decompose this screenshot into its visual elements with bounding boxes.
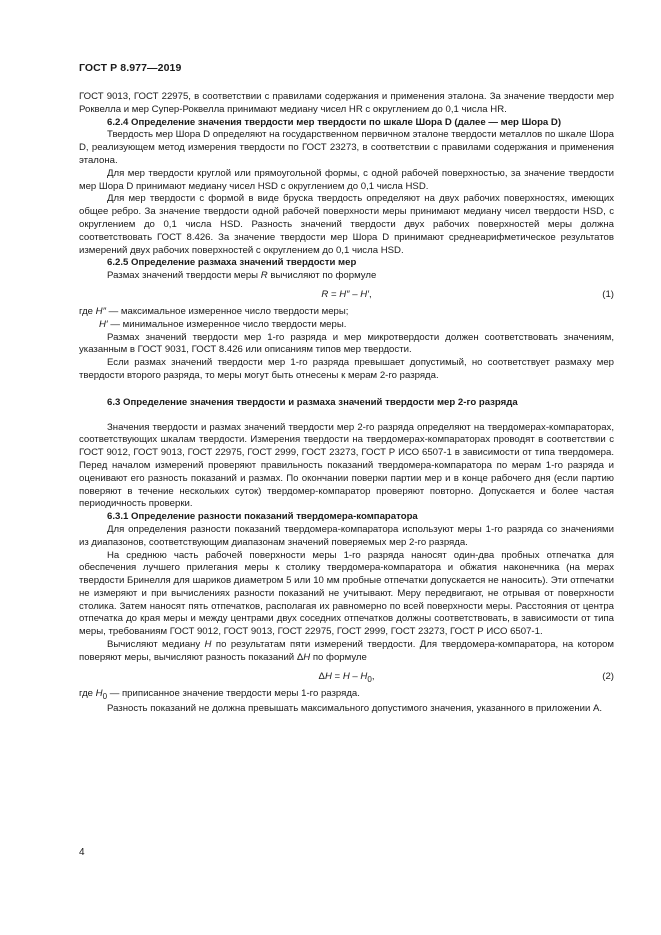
paragraph: Размах значений твердости мер 1-го разряда и мер микротвердости должен соответствовать значениям, указанным в ГОСТ 9031, ГОСТ 8.426 или описаниям типов мер твердости. [79, 331, 614, 356]
paragraph: Твердость мер Шора D определяют на государственном первичном эталоне твердости металлов по шкале Шора D, реализующем метод измерения твердости по ГОСТ 23273, в соответствии с правилами содержания и применения эталона. [79, 129, 614, 166]
paragraph: На среднюю часть рабочей поверхности меры 1-го разряда наносят один-два пробных отпечатка для обеспечения лучшего прилегания меры к столику твердомера-компаратора и обжатия наконечника (на мерах твердости Бринелля для шариков диаметром 5 или 10 мм пробные отпечатки допускается не наносить). Эти отпечатки не измеряют и при вычислениях разности показаний не учитывают. Меру передвигают, не отрывая от поверхности столика. Затем наносят пять отпечатков, располагая их равномерно по всей поверхности меры. Расстояния от центра отпечатка до края меры и между центрами двух соседних отпечатков должны соответствовать, в зависимости от типа меры, требованиям ГОСТ 9012, ГОСТ 9013, ГОСТ 22975, ГОСТ 2999, ГОСТ 23273, ГОСТ Р ИСО 6507-1. [79, 549, 614, 638]
heading-6-2-4: 6.2.4 Определение значения твердости мер твердости по шкале Шора D (далее — мер Шора D) [107, 116, 562, 128]
formula-number: (1) [602, 288, 614, 300]
formula-expression: R = H″ – H′, [321, 288, 372, 300]
heading-6-3: 6.3 Определение значения твердости и размаха значений твердости мер 2-го разряда [107, 396, 518, 408]
where-clause: H′ — минимальное измеренное число твердости меры. [99, 318, 347, 330]
paragraph: Разность показаний не должна превышать максимального допустимого значения, указанного в приложении А. [107, 703, 603, 715]
paragraph: Вычисляют медиану H по результатам пяти измерений твердости. Для твердомера-компаратора, на котором поверяют меры, вычисляют разность показаний ΔH по формуле [79, 639, 614, 663]
where-clause: где $H_0$ — приписанное значение твердости меры 1-го разряда. [79, 687, 360, 701]
formula-expression: $\Delta H = H - H_0$, [318, 670, 375, 684]
continued-paragraph: ГОСТ 9013, ГОСТ 22975, в соответствии с правилами содержания и применения эталона. За значение твердости мер Роквелла и мер Супер-Роквелла принимают медиану чисел HR с округлением до 0,1 числа HR. [79, 91, 614, 115]
paragraph: Значения твердости и размах значений твердости мер 2-го разряда определяют на твердомерах-компараторах, соответствующих шкалам твердости. Измерения твердости на твердомерах-компараторах проводят в соответствии с ГОСТ 9012, ГОСТ 9013, ГОСТ 22975, ГОСТ 2999, ГОСТ 23273, ГОСТ Р ИСО 6507-1 в зависимости от типа твердомера. Перед началом измерений проверяют правильность показаний твердомера-компаратора по мерам 1-го разряда и оценивают его разность показаний и размах. По окончании поверки партии мер и в конце рабочего дня (если партию поверяют в течение нескольких суток) твердомер-компаратор проверяют повторно. Допускается и более частая периодичность проверки. [79, 421, 614, 510]
paragraph: Для определения разности показаний твердомера-компаратора используют меры 1-го разряда со значениями из диапазонов, соответствующим диапазонам значений поверяемых мер 2-го разряда. [79, 523, 614, 548]
formula-2 [79, 669, 614, 686]
document-header: ГОСТ Р 8.977—2019 [79, 62, 182, 74]
heading-6-3-1: 6.3.1 Определение разности показаний твердомера-компаратора [107, 511, 418, 523]
paragraph: Если размах значений твердости мер 1-го разряда превышает допустимый, но соответствует размаху мер твердости второго разряда, то меры могут быть отнесены к мерам 2-го разряда. [79, 357, 614, 381]
paragraph: Размах значений твердости меры R вычисляют по формуле [107, 270, 377, 282]
formula-number: (2) [602, 670, 614, 682]
where-clause: где H″ — максимальное измеренное число твердости меры; [79, 305, 349, 317]
paragraph: Для мер твердости с формой в виде бруска твердость определяют на двух рабочих поверхностях, имеющих общее ребро. За значение твердости одной рабочей поверхности меры принимают медиану чисел твердости HSD, с округлением до 0,1 числа HSD. Разность значений твердости двух рабочих поверхностей меры должна соответствовать ГОСТ 8.426. За значение твердости мер Шора D принимают среднеарифметическое результатов измерений двух рабочих поверхностей с округлением до 0,1 числа HSD. [79, 193, 614, 256]
paragraph: Для мер твердости круглой или прямоугольной формы, с одной рабочей поверхностью, за значение твердости мер Шора D принимают медиану чисел HSD с округлением до 0,1 числа HSD. [79, 167, 614, 192]
formula-1 [79, 287, 614, 304]
body-text [79, 91, 614, 716]
heading-6-2-5: 6.2.5 Определение размаха значений твердости мер [107, 257, 357, 269]
page-number: 4 [79, 847, 85, 858]
